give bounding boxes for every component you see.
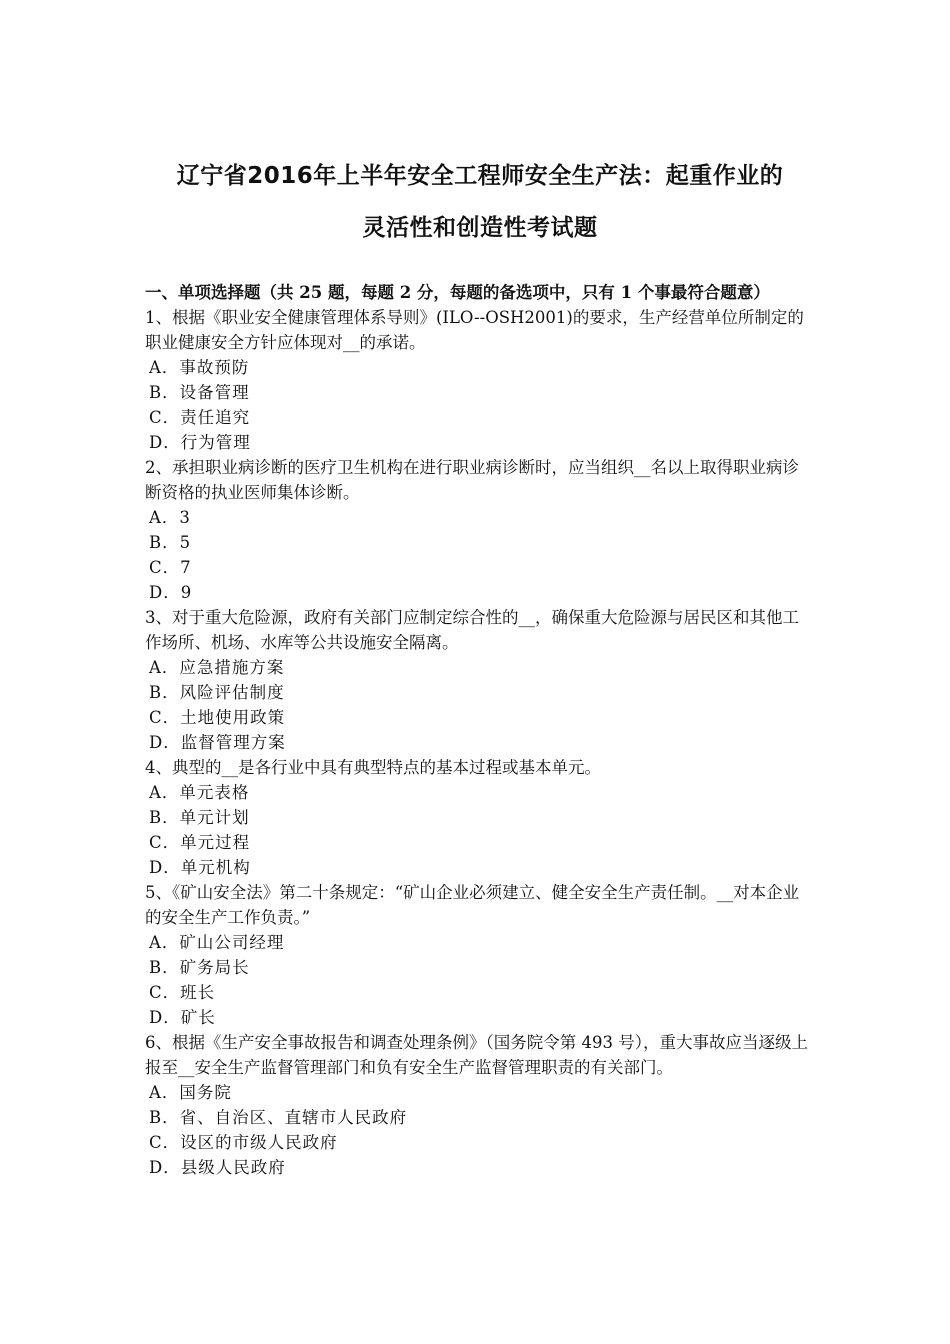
- option-c: C．班长: [149, 983, 216, 1002]
- question-1: [145, 305, 815, 455]
- question-5: [145, 880, 815, 1030]
- document-page: [145, 150, 815, 1180]
- option-b: B．单元计划: [149, 808, 250, 827]
- option-b: B．矿务局长: [149, 958, 250, 977]
- option-c: C．责任追究: [149, 408, 251, 427]
- option-a: A．矿山公司经理: [149, 933, 285, 952]
- question-list: [145, 305, 815, 1180]
- option-c: C．单元过程: [149, 833, 251, 852]
- option-b: B．风险评估制度: [149, 683, 285, 702]
- option-c: C．土地使用政策: [149, 708, 286, 727]
- option-d: D．行为管理: [149, 433, 251, 452]
- option-list: [145, 655, 815, 755]
- title-line-1: 辽宁省2016年上半年安全工程师安全生产法：起重作业的: [176, 163, 784, 189]
- option-a: A．单元表格: [149, 783, 250, 802]
- question-4: [145, 755, 815, 880]
- option-c: C．设区的市级人民政府: [149, 1133, 338, 1152]
- option-a: A．国务院: [149, 1083, 232, 1102]
- option-b: B．省、自治区、直辖市人民政府: [149, 1108, 408, 1127]
- title-line-2: 灵活性和创造性考试题: [362, 215, 598, 241]
- option-d: D．单元机构: [149, 858, 251, 877]
- option-d: D．县级人民政府: [149, 1158, 286, 1177]
- option-b: B．设备管理: [149, 383, 250, 402]
- question-stem: 3、对于重大危险源，政府有关部门应制定综合性的__，确保重大危险源与居民区和其他工作场所、机场、水库等公共设施安全隔离。: [145, 608, 799, 652]
- option-d: D．监督管理方案: [149, 733, 286, 752]
- section-heading: 一、单项选择题（共 25 题，每题 2 分，每题的备选项中，只有 1 个事最符合题意）: [145, 283, 770, 302]
- option-list: [145, 930, 815, 1030]
- option-list: [145, 355, 815, 455]
- question-stem: 2、承担职业病诊断的医疗卫生机构在进行职业病诊断时，应当组织__名以上取得职业病诊断资格的执业医师集体诊断。: [145, 458, 799, 502]
- question-stem: 4、典型的__是各行业中具有典型特点的基本过程或基本单元。: [145, 758, 601, 777]
- option-a: A．事故预防: [149, 358, 250, 377]
- option-a: A．3: [149, 508, 191, 527]
- option-b: B．5: [149, 533, 192, 552]
- question-stem: 5、《矿山安全法》第二十条规定：“矿山企业必须建立、健全安全生产责任制。__对本企业的安全生产工作负责。”: [145, 883, 800, 927]
- option-a: A．应急措施方案: [149, 658, 285, 677]
- question-stem: 1、根据《职业安全健康管理体系导则》(ILO--OSH2001)的要求，生产经营单位所制定的职业健康安全方针应体现对__的承诺。: [145, 308, 804, 352]
- option-d: D．矿长: [149, 1008, 216, 1027]
- option-d: D．9: [149, 583, 193, 602]
- page-title: [145, 150, 815, 254]
- option-list: [145, 780, 815, 880]
- question-6: [145, 1030, 815, 1180]
- question-3: [145, 605, 815, 755]
- option-list: [145, 1080, 815, 1180]
- option-c: C．7: [149, 558, 192, 577]
- question-2: [145, 455, 815, 605]
- question-stem: 6、根据《生产安全事故报告和调查处理条例》（国务院令第 493 号），重大事故应当逐级上报至__安全生产监督管理部门和负有安全生产监督管理职责的有关部门。: [145, 1033, 808, 1077]
- option-list: [145, 505, 815, 605]
